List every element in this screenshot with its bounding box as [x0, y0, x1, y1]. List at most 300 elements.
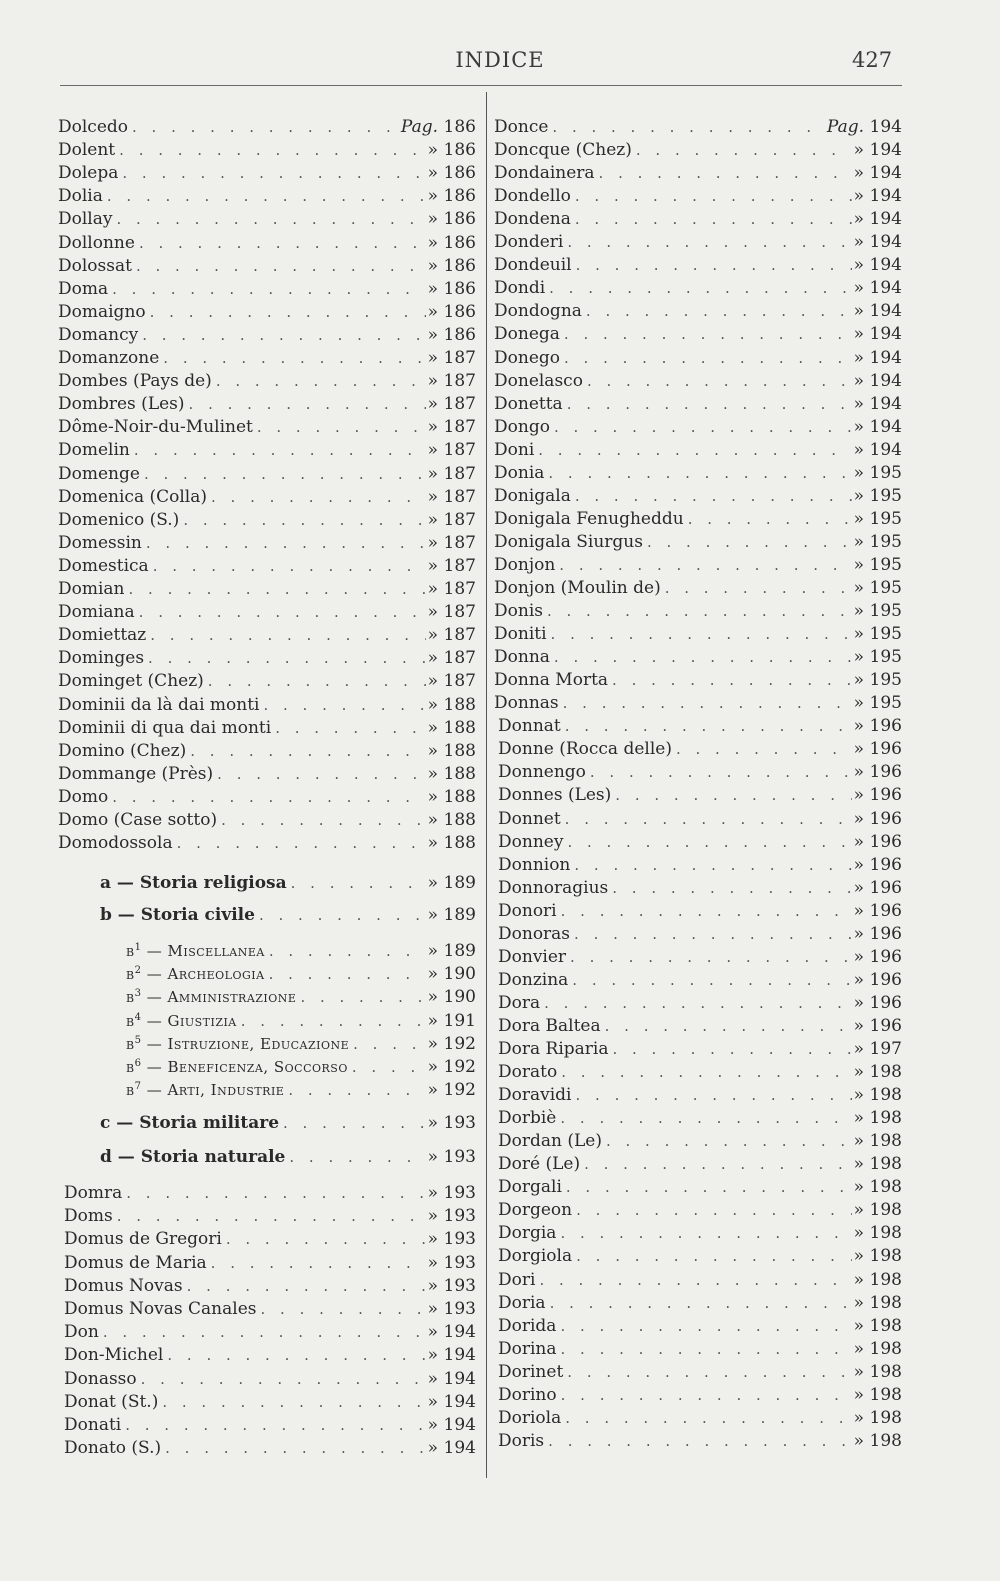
page-marker: Pag.: [826, 117, 864, 137]
page-reference: 194: [869, 301, 902, 322]
page-marker: »: [427, 763, 438, 784]
page-marker: »: [853, 578, 864, 598]
page-reference: 186: [443, 117, 476, 137]
index-entry: [494, 370, 902, 393]
entry-prefix: b: [126, 942, 135, 960]
page-reference: 198: [869, 1384, 902, 1405]
index-entry: [498, 900, 902, 923]
page-marker: »: [853, 1246, 864, 1267]
entry-name: Donvier: [498, 946, 567, 967]
page-reference: 198: [869, 1269, 902, 1290]
page-marker: »: [853, 554, 864, 575]
entry-label: — Arti, Industrie: [141, 1081, 285, 1100]
entry-name: Donati: [64, 1415, 122, 1435]
entry-name: Domo: [58, 786, 109, 807]
index-entry: [498, 1315, 902, 1338]
dot-leader: [572, 969, 851, 992]
index-entry: [58, 717, 476, 740]
index-entry: [498, 1222, 902, 1245]
dot-leader: [563, 692, 852, 715]
page-reference: 198: [869, 1430, 902, 1451]
dot-leader: [567, 231, 851, 254]
dot-leader: [134, 439, 426, 462]
entry-name: Donigala: [494, 485, 571, 506]
page-marker: »: [427, 232, 438, 253]
page-reference: 193: [443, 1275, 476, 1296]
dot-leader: [599, 162, 852, 185]
page-reference: 194: [869, 186, 902, 207]
entry-label: — Miscellanea: [141, 942, 265, 960]
page-marker: »: [853, 1108, 864, 1129]
entry-name: Dorgeon: [498, 1200, 573, 1221]
dot-leader: [584, 1153, 852, 1176]
page-reference: 198: [869, 1223, 902, 1244]
page-marker: »: [427, 486, 438, 507]
page-reference: 195: [869, 462, 902, 483]
entry-name: Dorato: [498, 1062, 558, 1083]
page-reference: 193: [443, 1229, 476, 1250]
index-entry: [498, 1176, 902, 1199]
index-entry: [58, 439, 476, 462]
entry-name: Dominges: [58, 648, 145, 669]
page-reference: 190: [443, 964, 476, 985]
index-entry: [498, 1338, 902, 1361]
dot-leader: [576, 254, 852, 277]
entry-name: Donnes (Les): [498, 785, 612, 806]
entry-name: Donjon (Moulin de): [494, 578, 661, 598]
dot-leader: [549, 277, 851, 300]
page-marker: »: [427, 648, 438, 669]
dot-leader: [112, 278, 425, 301]
dot-leader: [575, 485, 852, 508]
entry-name: Donato (S.): [64, 1438, 162, 1459]
index-entry: [494, 139, 902, 162]
page-marker: »: [853, 347, 864, 368]
dot-leader: [217, 763, 425, 786]
entry-name: Domus Novas Canales: [64, 1299, 257, 1319]
index-entry: [58, 208, 476, 231]
page-marker: »: [853, 439, 864, 460]
dot-leader: [574, 854, 851, 877]
page-marker: »: [427, 833, 438, 854]
page-reference: 187: [443, 440, 476, 461]
page-reference: 195: [869, 578, 902, 598]
page-marker: »: [853, 1384, 864, 1405]
entry-name: Donnengo: [498, 762, 586, 783]
page-marker: »: [427, 371, 438, 392]
index-entry: [498, 1084, 902, 1107]
page-reference: 188: [443, 694, 476, 715]
page-reference: 196: [869, 785, 902, 806]
index-entry: [498, 1269, 902, 1292]
page-reference: 187: [443, 486, 476, 507]
entry-name: Dommange (Près): [58, 763, 214, 784]
entry-name: Domanzone: [58, 348, 160, 368]
entry-name: Domenico (S.): [58, 509, 180, 530]
page-reference: 196: [869, 1015, 902, 1036]
page-reference: 195: [869, 670, 902, 691]
page-marker: »: [853, 186, 864, 207]
index-entry: [58, 232, 476, 255]
page-marker: »: [427, 555, 438, 576]
index-entry: [58, 670, 476, 693]
index-entry: [498, 1038, 902, 1061]
page-reference: 194: [869, 416, 902, 437]
entry-name: Donasso: [64, 1368, 137, 1389]
entry-name: Donnoragius: [498, 877, 609, 898]
index-entry: [498, 1384, 902, 1407]
dot-leader: [139, 601, 426, 624]
index-entry: [58, 809, 476, 832]
page-reference: 195: [869, 531, 902, 552]
dot-leader: [289, 1146, 425, 1169]
page-reference: 194: [443, 1368, 476, 1389]
dot-leader: [146, 532, 426, 555]
index-entry: [494, 554, 902, 577]
dot-leader: [575, 185, 852, 208]
page-marker: »: [427, 1415, 438, 1435]
entry-name: Doniti: [494, 624, 547, 645]
page-reference: 193: [443, 1113, 476, 1133]
index-entry: [58, 324, 476, 347]
column-divider: [486, 92, 487, 1478]
entry-name: Dondello: [494, 186, 571, 207]
index-entry: [498, 1292, 902, 1315]
page-marker: »: [853, 624, 864, 645]
dot-leader: [139, 232, 426, 255]
dot-leader: [554, 416, 852, 439]
entry-name: Dolent: [58, 140, 116, 161]
index-entry: [494, 323, 902, 346]
page-reference: 188: [443, 810, 476, 830]
page-reference: 195: [869, 508, 902, 529]
page-reference: 186: [443, 232, 476, 253]
page-marker: »: [853, 854, 864, 875]
entry-name: Donigala Siurgus: [494, 531, 643, 552]
index-entry: [58, 301, 476, 324]
dot-leader: [117, 1205, 426, 1228]
page-reference: 187: [443, 348, 476, 368]
page-reference: 187: [443, 625, 476, 646]
page-reference: 192: [443, 1057, 476, 1077]
dot-leader: [112, 786, 425, 809]
page-reference: 194: [869, 278, 902, 299]
page-marker: »: [853, 140, 864, 161]
page-reference: 196: [869, 739, 902, 760]
dot-leader: [567, 1361, 851, 1384]
page-reference: 196: [869, 831, 902, 852]
entry-name: Donna: [494, 647, 550, 668]
page-reference: 195: [869, 647, 902, 668]
page-marker: »: [427, 278, 438, 299]
entry-name: Donia: [494, 462, 545, 483]
dot-leader: [263, 694, 425, 717]
index-entry: [58, 555, 476, 578]
index-entry: [100, 872, 476, 895]
dot-leader: [538, 439, 851, 462]
page-marker: »: [853, 877, 864, 898]
entry-superscript: 5: [134, 1034, 142, 1046]
entry-prefix: b: [126, 1011, 135, 1030]
entry-name: Donne (Rocca delle): [498, 739, 672, 760]
index-entry: [498, 715, 902, 738]
index-entry: [494, 531, 902, 554]
page-marker: »: [853, 992, 864, 1013]
page-reference: 187: [443, 394, 476, 415]
page-marker: »: [427, 1010, 438, 1031]
index-entry: [58, 393, 476, 416]
entry-name: Doms: [64, 1206, 113, 1227]
entry-name: Dorina: [498, 1338, 557, 1359]
page-reference: 198: [869, 1131, 902, 1152]
index-entry: [494, 646, 902, 669]
entry-name: Dondogna: [494, 301, 582, 322]
index-entry: [494, 623, 902, 646]
index-entry: [64, 1182, 476, 1205]
page-marker: »: [427, 1206, 438, 1227]
page-reference: 186: [443, 163, 476, 184]
entry-name: Donori: [498, 900, 557, 921]
entry-name: Donelasco: [494, 370, 583, 391]
page-marker: »: [427, 186, 438, 207]
page-marker: »: [427, 209, 438, 230]
entry-label: — Istruzione, Educazione: [141, 1034, 350, 1053]
page-reference: 186: [443, 324, 476, 345]
index-entry: [494, 600, 902, 623]
page-marker: »: [427, 1438, 438, 1459]
page-reference: 195: [869, 485, 902, 506]
entry-name: Dôme-Noir-du-Mulinet: [58, 417, 253, 438]
entry-superscript: 1: [134, 942, 142, 953]
page-reference: 196: [869, 808, 902, 829]
dot-leader: [141, 1368, 426, 1391]
page-reference: 196: [869, 969, 902, 990]
page-reference: 198: [869, 1338, 902, 1359]
index-entry: [58, 370, 476, 393]
entry-name: Dondainera: [494, 163, 595, 184]
entry-name: Domus Novas: [64, 1275, 183, 1296]
index-entry: [58, 185, 476, 208]
dot-leader: [647, 531, 852, 554]
page-marker: »: [853, 163, 864, 184]
page-marker: »: [427, 532, 438, 553]
page-marker: »: [853, 370, 864, 391]
dot-leader: [107, 185, 426, 208]
index-entry: [64, 1414, 476, 1437]
entry-label: — Giustizia: [141, 1011, 237, 1030]
entry-name: Domiettaz: [58, 625, 147, 646]
dot-leader: [548, 1430, 851, 1453]
page-marker: »: [427, 1322, 438, 1343]
dot-leader: [167, 1344, 425, 1367]
index-entry: [64, 1275, 476, 1298]
dot-leader: [119, 139, 425, 162]
page-reference: 198: [869, 1085, 902, 1106]
dot-leader: [547, 600, 852, 623]
index-entry: [494, 208, 902, 231]
page-reference: 198: [869, 1154, 902, 1175]
entry-name: Doris: [498, 1430, 545, 1451]
index-entry: [498, 784, 902, 807]
page-reference: 187: [443, 463, 476, 484]
page-marker: »: [427, 1147, 438, 1167]
index-entry: [64, 1391, 476, 1414]
page-marker: »: [853, 1085, 864, 1106]
dot-leader: [129, 578, 426, 601]
page-marker: »: [853, 1407, 864, 1428]
page-reference: 198: [869, 1108, 902, 1129]
index-entry: [494, 439, 902, 462]
page-reference: 194: [869, 232, 902, 253]
page-reference: 196: [869, 923, 902, 944]
page-reference: 198: [869, 1315, 902, 1336]
dot-leader: [275, 717, 425, 740]
index-entry: [494, 162, 902, 185]
entry-name: Don-Michel: [64, 1345, 164, 1366]
dot-leader: [125, 1414, 425, 1437]
index-entry: [126, 1075, 476, 1101]
page-reference: 196: [869, 992, 902, 1013]
entry-prefix: b: [126, 965, 135, 984]
page-reference: 186: [443, 278, 476, 299]
page-reference: 196: [869, 762, 902, 783]
entry-name: Dongo: [494, 416, 550, 437]
index-entry: [498, 738, 902, 761]
header-rule: [60, 85, 902, 86]
entry-name: Dorino: [498, 1384, 557, 1405]
dot-leader: [177, 832, 426, 855]
dot-leader: [261, 1298, 426, 1321]
dot-leader: [590, 761, 852, 784]
entry-name: Donnion: [498, 854, 571, 875]
entry-name: Doncque (Chez): [494, 140, 632, 161]
page-reference: 188: [443, 763, 476, 784]
index-entry: [64, 1368, 476, 1391]
page-marker: »: [427, 324, 438, 345]
entry-name: Donzina: [498, 969, 569, 990]
entry-name: Dolcedo: [58, 117, 129, 137]
page-marker: »: [427, 694, 438, 715]
page-number: 427: [852, 48, 893, 72]
page-reference: 194: [869, 209, 902, 230]
index-entry: [58, 347, 476, 370]
index-entry: [494, 300, 902, 323]
page-marker: »: [427, 964, 438, 985]
page-marker: »: [427, 786, 438, 807]
index-entry: [64, 1205, 476, 1228]
index-entry: [58, 486, 476, 509]
entry-name: Doré (Le): [498, 1154, 581, 1175]
dot-leader: [550, 1292, 852, 1315]
entry-name: Donat (St.): [64, 1391, 159, 1412]
entry-name: Domian: [58, 579, 125, 599]
index-entry: [498, 923, 902, 946]
dot-leader: [283, 1112, 426, 1135]
page-reference: 189: [443, 905, 476, 925]
page-marker: »: [853, 393, 864, 414]
page-reference: 194: [443, 1391, 476, 1412]
index-entry: [498, 831, 902, 854]
page-marker: »: [427, 440, 438, 461]
dot-leader: [136, 255, 426, 278]
entry-name: Domenica (Colla): [58, 486, 208, 507]
index-entry: [58, 740, 476, 763]
entry-name: Don: [64, 1322, 99, 1343]
index-entry: [494, 185, 902, 208]
page-reference: 194: [869, 163, 902, 184]
page-marker: »: [427, 463, 438, 484]
index-entry: [58, 116, 476, 139]
dot-leader: [567, 831, 851, 854]
dot-leader: [150, 301, 426, 324]
entry-label: — Beneficenza, Soccorso: [141, 1058, 348, 1076]
dot-leader: [570, 946, 852, 969]
page-marker: »: [853, 1039, 864, 1059]
dot-leader: [554, 646, 852, 669]
index-entry: [498, 1199, 902, 1222]
entry-name: Doravidi: [498, 1085, 572, 1106]
entry-name: Dominii di qua dai monti: [58, 717, 272, 738]
page-reference: 195: [869, 554, 902, 575]
page-reference: 198: [869, 1177, 902, 1198]
entry-name: Donney: [498, 831, 564, 852]
page-reference: 197: [869, 1039, 902, 1059]
dot-leader: [144, 463, 426, 486]
page-marker: »: [427, 1345, 438, 1366]
page-reference: 195: [869, 693, 902, 714]
page-reference: 188: [443, 717, 476, 738]
page-marker: »: [853, 1269, 864, 1290]
entry-name: Dorida: [498, 1315, 557, 1336]
page-reference: 187: [443, 602, 476, 623]
page-marker: »: [427, 905, 438, 925]
dot-leader: [561, 1061, 851, 1084]
entry-superscript: 7: [134, 1081, 142, 1093]
index-entry: [126, 1006, 476, 1029]
entry-label: — Archeologia: [141, 965, 265, 984]
dot-leader: [291, 872, 426, 895]
page-marker: »: [853, 808, 864, 829]
dot-leader: [574, 923, 852, 946]
page-reference: 187: [443, 579, 476, 599]
page-reference: 198: [869, 1361, 902, 1382]
page-marker: »: [853, 1177, 864, 1198]
entry-name: Dorgia: [498, 1223, 557, 1244]
page-reference: 194: [869, 117, 902, 137]
index-entry: [58, 763, 476, 786]
dot-leader: [612, 669, 852, 692]
entry-name: Dora Riparia: [498, 1039, 609, 1059]
index-entry: [494, 669, 902, 692]
page-marker: Pag.: [400, 117, 438, 137]
page-marker: »: [853, 716, 864, 737]
entry-name: Dora Baltea: [498, 1015, 601, 1036]
page-reference: 196: [869, 877, 902, 898]
dot-leader: [548, 462, 851, 485]
page-marker: »: [427, 1252, 438, 1273]
dot-leader: [221, 809, 426, 832]
page-reference: 191: [443, 1010, 476, 1031]
page-reference: 186: [443, 186, 476, 207]
entry-name: Donis: [494, 601, 543, 622]
page-title: INDICE: [455, 48, 545, 72]
entry-name: Donigala Fenugheddu: [494, 508, 684, 529]
page-marker: »: [427, 1113, 438, 1133]
page-reference: 186: [443, 209, 476, 230]
page-marker: »: [853, 923, 864, 944]
page-marker: »: [427, 255, 438, 276]
dot-leader: [183, 509, 425, 532]
